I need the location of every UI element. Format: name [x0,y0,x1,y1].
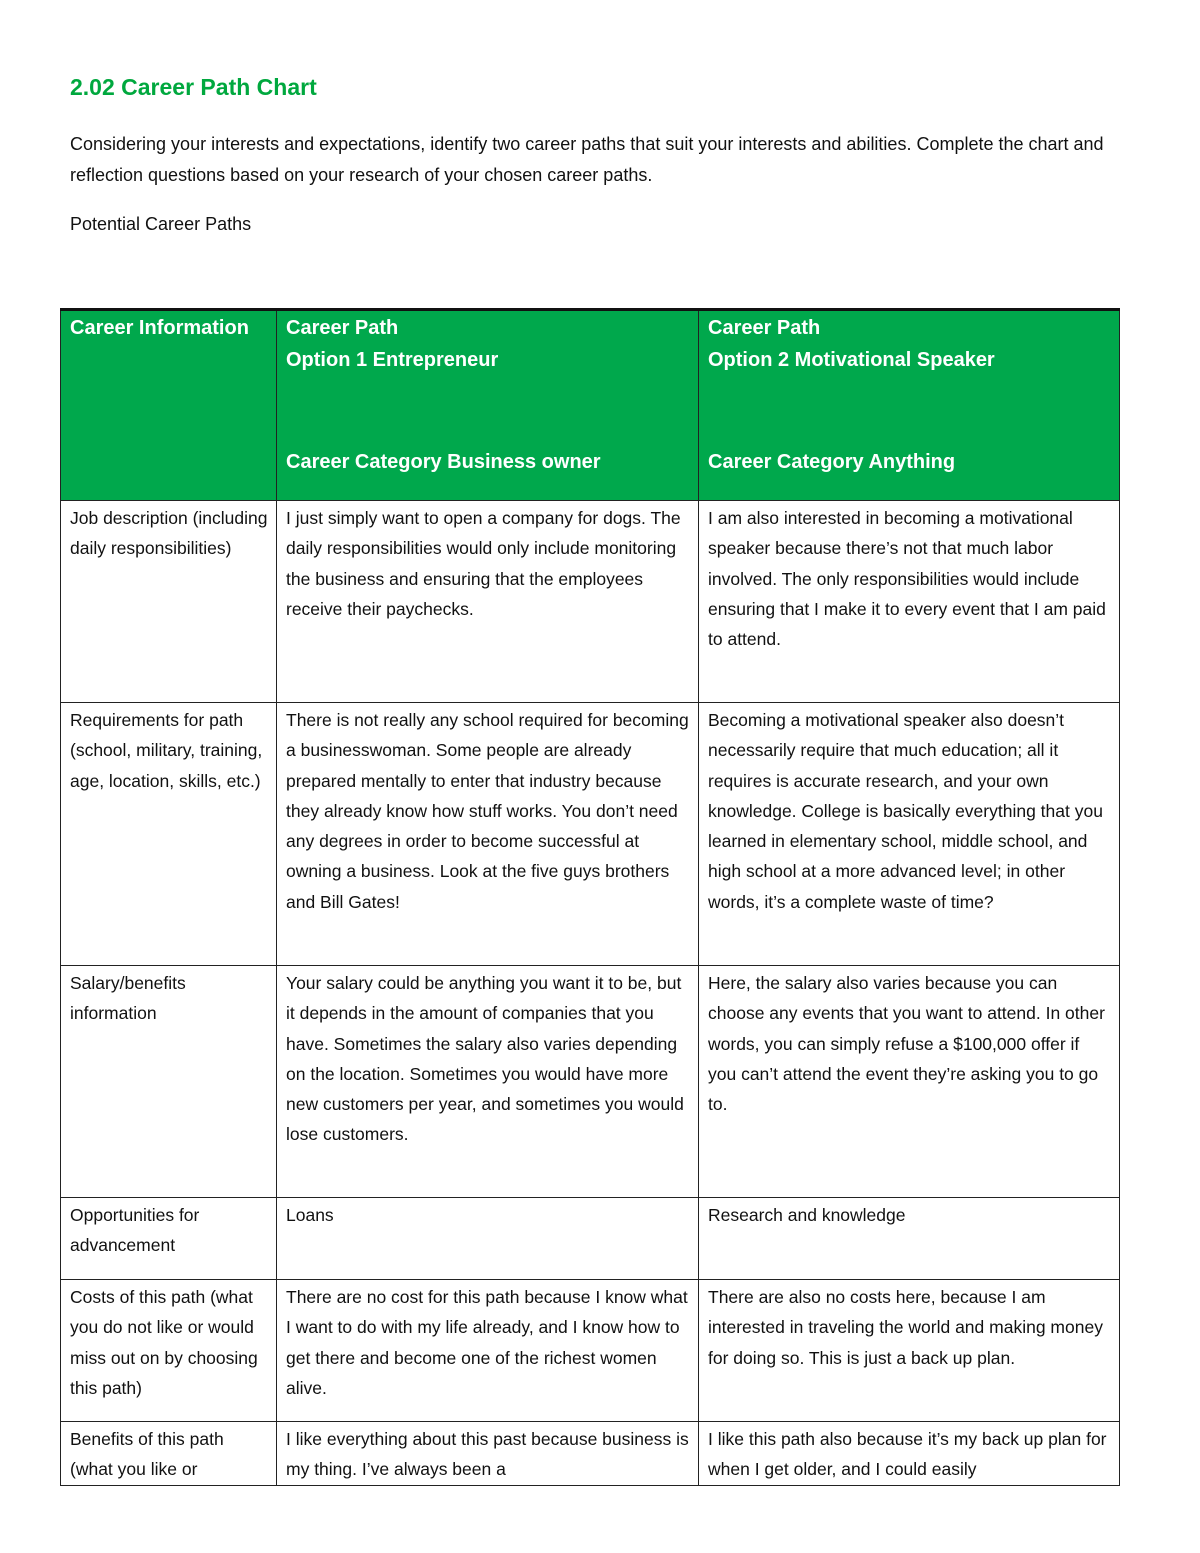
header-col3-category: Career Category Anything [708,451,956,473]
option1-cell-wrap [277,1422,699,1486]
intro-paragraph: Considering your interests and expectations, identify two career paths that suit your interests and abilities. Complete the chart and reflection questions based on your research of your chosen career paths. [70,134,1104,185]
section-subheading: Potential Career Paths [70,214,252,234]
row-label: Salary/benefits information [61,966,277,1198]
table-row [61,966,1120,1198]
option2-cell: I am also interested in becoming a motivational speaker because there’s not that much labor involved. The only responsibilities would include ensuring that I make it to every event that I am paid to attend. [699,501,1120,703]
table-row [61,703,1120,966]
header-career-information [61,310,277,501]
table-row [61,1422,1120,1486]
header-col1-label: Career Information [70,317,249,339]
option2-cell: Here, the salary also varies because you can choose any events that you want to attend. In other words, you can simply refuse a $100,000 offer if you can’t attend the event they’re asking you to go to. [699,966,1120,1198]
option1-cell: I just simply want to open a company for dogs. The daily responsibilities would only include monitoring the business and ensuring that the employees receive their paychecks. [277,501,699,703]
option2-cell: Research and knowledge [699,1198,1120,1280]
table-header-row [61,310,1120,501]
option1-cell: There is not really any school required for becoming a businesswoman. Some people are already prepared mentally to enter that industry because they already know how stuff works. You don’t need any degrees in order to become successful at owning a business. Look at the five guys brothers and Bill Gates! [277,703,699,966]
header-col2-category: Career Category Business owner [286,451,601,473]
option1-cell: There are no cost for this path because I know what I want to do with my life already, and I know how to get there and become one of the richest women alive. [277,1280,699,1422]
option2-cell: Becoming a motivational speaker also doesn’t necessarily require that much education; all it requires is accurate research, and your own knowledge. College is basically everything that you learned in elementary school, middle school, and high school at a more advanced level; in other words, it’s a complete waste of time? [699,703,1120,966]
row-label: Costs of this path (what you do not like or would miss out on by choosing this path) [61,1280,277,1422]
option1-cell: Loans [277,1198,699,1280]
header-option-1 [277,310,699,501]
row-label: Benefits of this path (what you like or [70,1429,224,1480]
header-col3-line1: Career Path [708,317,821,339]
career-path-table [60,308,1120,1486]
option2-cell: I like this path also because it’s my back up plan for when I get older, and I could easily [708,1429,1107,1480]
option1-cell: I like everything about this past because business is my thing. I’ve always been a [286,1429,689,1480]
table-row [61,1280,1120,1422]
header-option-2 [699,310,1120,501]
header-col3-line2: Option 2 Motivational Speaker [708,349,995,371]
header-col2-line2: Option 1 Entrepreneur [286,349,499,371]
page-title: 2.02 Career Path Chart [70,74,317,100]
row-label: Opportunities for advancement [61,1198,277,1280]
option2-cell: There are also no costs here, because I am interested in traveling the world and making money for doing so. This is just a back up plan. [699,1280,1120,1422]
row-label: Job description (including daily responsibilities) [61,501,277,703]
table-row [61,1198,1120,1280]
header-col2-line1: Career Path [286,317,399,339]
option1-cell: Your salary could be anything you want it to be, but it depends in the amount of companies that you have. Sometimes the salary also varies depending on the location. Sometimes you would have more new customers per year, and sometimes you would lose customers. [277,966,699,1198]
row-label: Requirements for path (school, military, training, age, location, skills, etc.) [61,703,277,966]
row-label-cell [61,1422,277,1486]
table-row [61,501,1120,703]
option2-cell-wrap [699,1422,1120,1486]
